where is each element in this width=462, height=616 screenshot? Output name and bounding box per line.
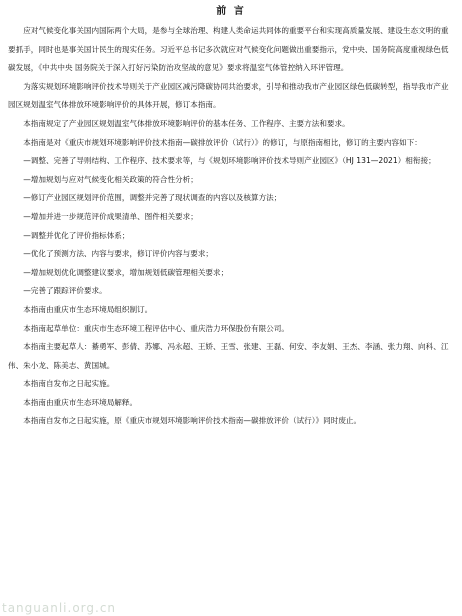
paragraph-repeal: 本指南自发布之日起实施，原《重庆市规划环境影响评价技术指南—碳排放评价（试行）》同时废止。 xyxy=(23,416,362,426)
paragraph-scope: 本指南规定了产业园区规划温室气体排放环境影响评价的基本任务、工作程序、主要方法和要求。 xyxy=(23,118,350,128)
revision-item: —增加规划优化调整建议要求，增加规划低碳管理相关要求； xyxy=(23,267,229,277)
watermark-text: tanguanli.org.cn xyxy=(2,601,117,615)
page-title: 前 言 xyxy=(216,6,246,17)
revision-item: —调整、完善了导则结构、工作程序、技术要求等，与《规划环境影响评价技术导则产业园区》（HJ 131—2021）相衔接； xyxy=(23,156,436,166)
paragraph-background: 应对气候变化事关国内国际两个大局，是参与全球治理、构建人类命运共同体的重要平台和实现高质量发展、建设生态文明的重要抓手，同时也是事关国计民生的现实任务。习近平总书记多次就应对气候变化问题做出重要指示，党中央、国务院高度重视绿色低碳发展，《中共中央 国务院关于深入打好污染防治攻坚战的意见》要求将温室气体管控纳入环评管理。 xyxy=(8,26,449,73)
revision-item: —调整并优化了评价指标体系； xyxy=(23,230,130,240)
revision-item: —增加并进一步规范评价成果清单、图件相关要求； xyxy=(23,211,198,221)
paragraph-organizer: 本指南由重庆市生态环境局组织制订。 xyxy=(23,304,153,314)
paragraph-revision-intro: 本指南是对《重庆市规划环境影响评价技术指南—碳排放评价（试行）》的修订，与原指南相比，修订的主要内容如下： xyxy=(23,137,422,147)
revision-item: —完善了跟踪评价要求。 xyxy=(23,286,107,296)
paragraph-drafting-units: 本指南起草单位：重庆市生态环境工程评估中心、重庆浩力环保股份有限公司。 xyxy=(23,323,289,333)
revision-item: —修订产业园区规划评价范围，调整并完善了现状调查的内容以及核算方法； xyxy=(23,193,282,203)
revision-item: —优化了预测方法、内容与要求，修订评价内容与要求； xyxy=(23,249,214,259)
revision-item: —增加规划与应对气候变化相关政策的符合性分析； xyxy=(23,174,198,184)
paragraph-interpretation: 本指南由重庆市生态环境局解释。 xyxy=(23,397,138,407)
paragraph-effective: 本指南自发布之日起实施。 xyxy=(23,379,115,389)
paragraph-purpose: 为落实规划环境影响评价技术导则关于产业园区减污降碳协同共治要求，引导和推动我市产业园区绿色低碳转型，指导我市产业园区规划温室气体排放环境影响评价的具体开展，修订本指南。 xyxy=(8,81,449,110)
paragraph-drafters: 本指南主要起草人：綦勇军、彭倩、苏娜、冯永超、王娇、王雪、张建、王磊、何安、李友娟、王杰、李涵、张力翔、向科、江伟、朱小龙、陈美志、黄国城。 xyxy=(8,342,449,370)
